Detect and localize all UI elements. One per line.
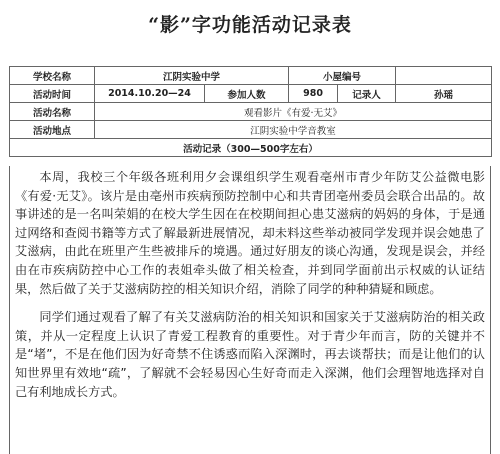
activity-value: 观看影片《有爱·无艾》 [95, 103, 492, 121]
form-row-activity [10, 103, 492, 121]
team-label: 小屋编号 [289, 67, 396, 85]
page-title: “影”字功能活动记录表 [148, 14, 352, 36]
record-header: 活动记录（300—500字左右） [10, 139, 492, 157]
location-value: 江阴实验中学音教室 [95, 121, 492, 139]
time-value: 2014.10.20—24 [95, 85, 205, 103]
form-row-location [10, 121, 492, 139]
form-row-time [10, 85, 492, 103]
location-label: 活动地点 [10, 121, 95, 139]
record-paragraph-2: 同学们通过观看了解了有关艾滋病防治的相关知识和国家关于艾滋病防治的相关政策，并从一定程度上认识了青爱工程教育的重要性。对于青少年而言，防的关键并不是“堵”，不是在他们因为好奇禁不住诱惑而陷入深渊时，再去谈帮扶；而是让他们的认知世界里有效地“疏”，了解就不会轻易因心生好奇而走入深渊，他们会理智地选择对自己有利地成长方式。 [15, 310, 485, 399]
form-row-school [10, 67, 492, 85]
activity-record-body [9, 166, 491, 454]
form-row-record-header [10, 139, 492, 157]
team-value [396, 67, 492, 85]
record-paragraph-1: 本周，我校三个年级各班利用夕会课组织学生观看亳州市青少年防艾公益微电影《有爱·无艾》。该片是由亳州市疾病预防控制中心和共青团亳州委员会联合出品的。故事讲述的是一名叫荣娟的在校大学生因在在校期间担心患艾滋病的妈妈的身体，于是通过网络和查阅书籍等方式了解最新进展情况，却未料这些举动被同学发现并误会她患了艾滋病，由此在班里产生些被排斥的境遇。通过好朋友的谈心沟通，发现是误会，并经由在市疾病防控中心工作的表姐牵头做了相关检查，并到同学面前出示权威的认证结果，然后做了关于艾滋病防控的相关知识介绍，消除了同学的种种猜疑和顾虑。 [15, 170, 485, 296]
recorder-value: 孙瑶 [396, 85, 492, 103]
school-value: 江阴实验中学 [95, 67, 289, 85]
activity-form-table [9, 66, 492, 157]
time-label: 活动时间 [10, 85, 95, 103]
count-value: 980 [289, 85, 338, 103]
school-label: 学校名称 [10, 67, 95, 85]
activity-label: 活动名称 [10, 103, 95, 121]
recorder-label: 记录人 [338, 85, 396, 103]
count-label: 参加人数 [205, 85, 289, 103]
